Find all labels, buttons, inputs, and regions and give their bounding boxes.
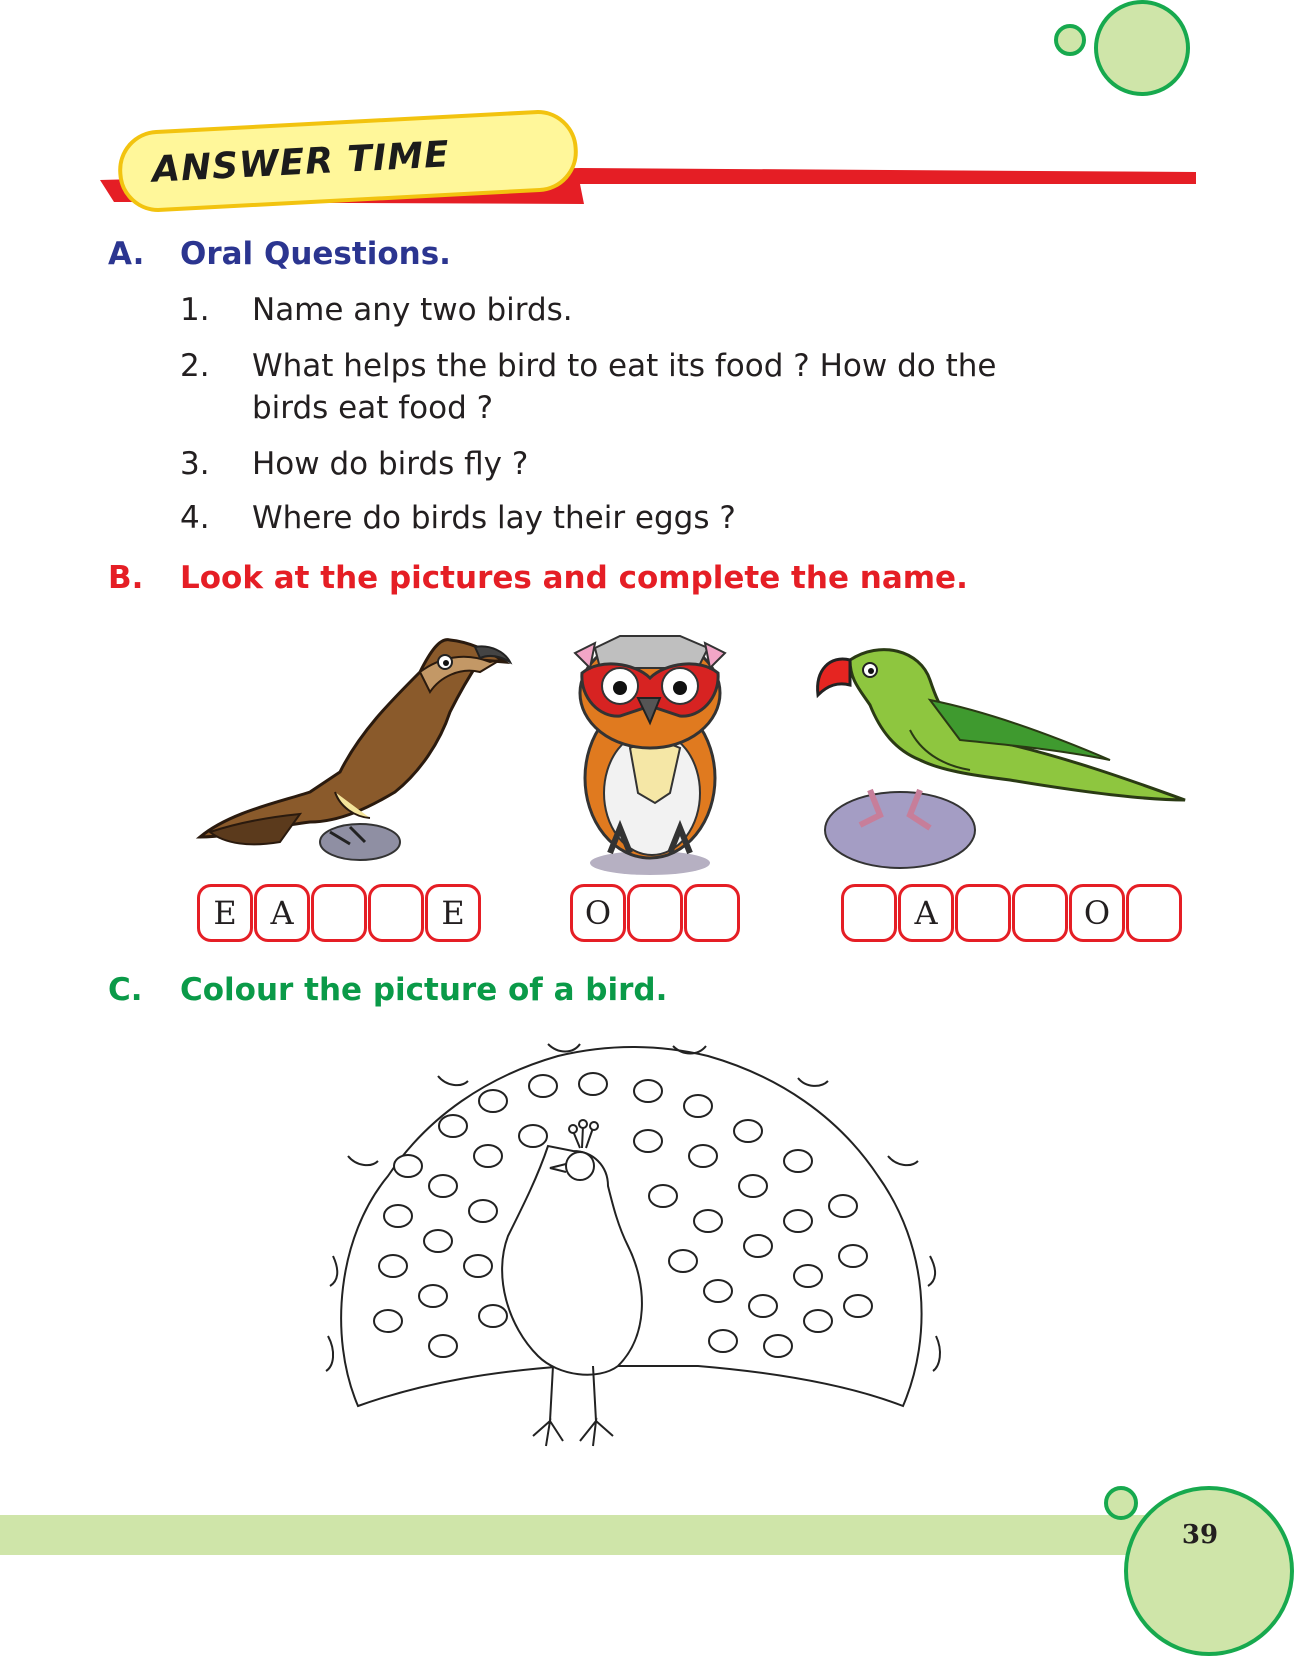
decor-circle-small-bottom (1104, 1486, 1138, 1520)
section-c-title: Colour the picture of a bird. (180, 972, 668, 1008)
owl-picture (560, 628, 740, 878)
question-2-text-line2: birds eat food ? (252, 390, 494, 426)
letter-box[interactable]: O (1069, 884, 1125, 942)
letter-box[interactable] (955, 884, 1011, 942)
letter-box[interactable] (1012, 884, 1068, 942)
letter-box[interactable] (841, 884, 897, 942)
letter-box[interactable]: A (898, 884, 954, 942)
section-b-letter: B. (108, 560, 144, 596)
eagle-letter-boxes (197, 884, 482, 942)
question-2-text-line1: What helps the bird to eat its food ? How do the (252, 348, 997, 384)
question-4-number: 4. (180, 500, 210, 536)
decor-circle-small-top (1054, 24, 1086, 56)
footer-band (0, 1515, 1150, 1555)
peacock-colouring-picture[interactable] (318, 1036, 948, 1476)
section-b-title: Look at the pictures and complete the name. (180, 560, 968, 596)
letter-box[interactable] (684, 884, 740, 942)
question-1-number: 1. (180, 292, 210, 328)
letter-box[interactable] (368, 884, 424, 942)
answer-time-title: ANSWER TIME (151, 134, 451, 191)
letter-box[interactable]: E (197, 884, 253, 942)
parrot-picture (810, 640, 1190, 870)
section-a-letter: A. (108, 236, 145, 272)
decor-circle-large-bottom (1124, 1486, 1294, 1656)
letter-box[interactable]: E (425, 884, 481, 942)
question-1-text: Name any two birds. (252, 292, 573, 328)
question-4-text: Where do birds lay their eggs ? (252, 500, 736, 536)
letter-box[interactable] (627, 884, 683, 942)
question-3-text: How do birds fly ? (252, 446, 529, 482)
parrot-letter-boxes (841, 884, 1183, 942)
letter-box[interactable] (311, 884, 367, 942)
eagle-picture (190, 632, 520, 872)
decor-circle-large-top (1094, 0, 1190, 96)
letter-box[interactable]: O (570, 884, 626, 942)
owl-letter-boxes (570, 884, 741, 942)
question-2-number: 2. (180, 348, 210, 384)
letter-box[interactable] (1126, 884, 1182, 942)
section-a-title: Oral Questions. (180, 236, 451, 272)
letter-box[interactable]: A (254, 884, 310, 942)
page-number: 39 (1181, 1520, 1219, 1550)
question-3-number: 3. (180, 446, 210, 482)
section-c-letter: C. (108, 972, 143, 1008)
